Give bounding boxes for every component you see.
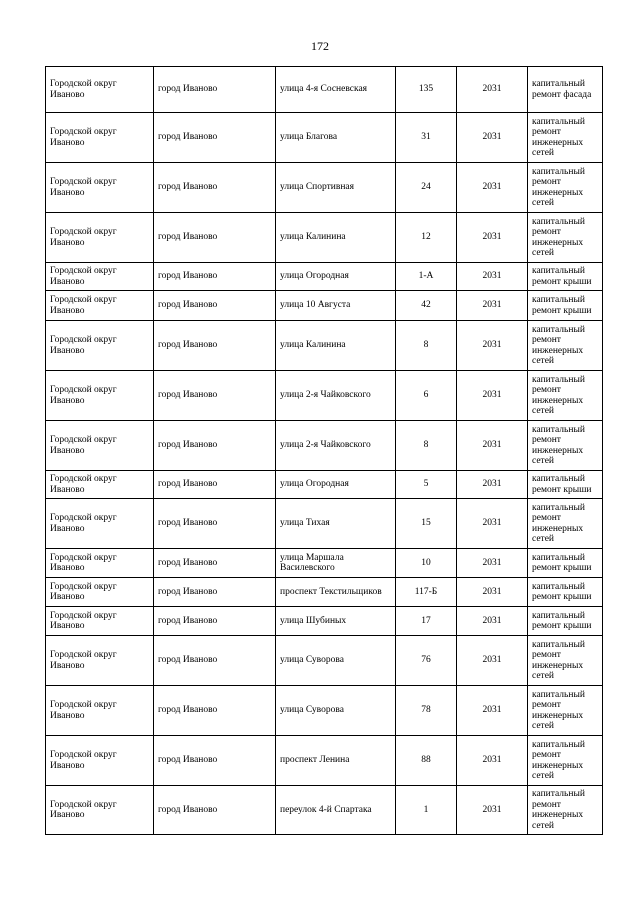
year-cell: 2031 bbox=[457, 113, 528, 163]
street-cell: улица Огородная bbox=[276, 263, 396, 291]
district-cell: Городской округ Иваново bbox=[46, 263, 154, 291]
city-cell: город Иваново bbox=[154, 321, 276, 371]
district-cell: Городской округ Иваново bbox=[46, 213, 154, 263]
street-cell: проспект Текстильщиков bbox=[276, 578, 396, 607]
street-cell: улица Маршала Василевского bbox=[276, 549, 396, 578]
work-type-cell: капитальный ремонт инженерных сетей bbox=[528, 321, 603, 371]
city-cell: город Иваново bbox=[154, 291, 276, 321]
table-row bbox=[46, 636, 603, 686]
street-cell: улица Тихая bbox=[276, 499, 396, 549]
table-row bbox=[46, 549, 603, 578]
district-cell: Городской округ Иваново bbox=[46, 291, 154, 321]
work-type-cell: капитальный ремонт инженерных сетей bbox=[528, 686, 603, 736]
year-cell: 2031 bbox=[457, 686, 528, 736]
city-cell: город Иваново bbox=[154, 113, 276, 163]
table-row bbox=[46, 471, 603, 499]
street-cell: улица Калинина bbox=[276, 213, 396, 263]
house-number-cell: 117-Б bbox=[396, 578, 457, 607]
year-cell: 2031 bbox=[457, 607, 528, 636]
table-row bbox=[46, 499, 603, 549]
work-type-cell: капитальный ремонт крыши bbox=[528, 291, 603, 321]
table-row bbox=[46, 163, 603, 213]
district-cell: Городской округ Иваново bbox=[46, 113, 154, 163]
district-cell: Городской округ Иваново bbox=[46, 636, 154, 686]
work-type-cell: капитальный ремонт крыши bbox=[528, 549, 603, 578]
city-cell: город Иваново bbox=[154, 736, 276, 786]
table-row bbox=[46, 113, 603, 163]
table-row bbox=[46, 736, 603, 786]
table-body bbox=[46, 67, 603, 835]
house-number-cell: 135 bbox=[396, 67, 457, 113]
work-type-cell: капитальный ремонт крыши bbox=[528, 471, 603, 499]
house-number-cell: 1-А bbox=[396, 263, 457, 291]
house-number-cell: 6 bbox=[396, 371, 457, 421]
house-number-cell: 76 bbox=[396, 636, 457, 686]
city-cell: город Иваново bbox=[154, 607, 276, 636]
house-number-cell: 5 bbox=[396, 471, 457, 499]
table-row bbox=[46, 421, 603, 471]
district-cell: Городской округ Иваново bbox=[46, 321, 154, 371]
year-cell: 2031 bbox=[457, 371, 528, 421]
work-type-cell: капитальный ремонт фасада bbox=[528, 67, 603, 113]
district-cell: Городской округ Иваново bbox=[46, 578, 154, 607]
year-cell: 2031 bbox=[457, 786, 528, 835]
district-cell: Городской округ Иваново bbox=[46, 499, 154, 549]
table-row bbox=[46, 213, 603, 263]
city-cell: город Иваново bbox=[154, 163, 276, 213]
work-type-cell: капитальный ремонт инженерных сетей bbox=[528, 499, 603, 549]
work-type-cell: капитальный ремонт инженерных сетей bbox=[528, 636, 603, 686]
district-cell: Городской округ Иваново bbox=[46, 421, 154, 471]
district-cell: Городской округ Иваново bbox=[46, 549, 154, 578]
street-cell: улица 4-я Сосневская bbox=[276, 67, 396, 113]
house-number-cell: 42 bbox=[396, 291, 457, 321]
house-number-cell: 1 bbox=[396, 786, 457, 835]
city-cell: город Иваново bbox=[154, 786, 276, 835]
house-number-cell: 31 bbox=[396, 113, 457, 163]
year-cell: 2031 bbox=[457, 736, 528, 786]
work-type-cell: капитальный ремонт крыши bbox=[528, 263, 603, 291]
house-number-cell: 78 bbox=[396, 686, 457, 736]
table-row bbox=[46, 67, 603, 113]
district-cell: Городской округ Иваново bbox=[46, 607, 154, 636]
street-cell: улица Благова bbox=[276, 113, 396, 163]
street-cell: улица Суворова bbox=[276, 686, 396, 736]
house-number-cell: 17 bbox=[396, 607, 457, 636]
work-type-cell: капитальный ремонт инженерных сетей bbox=[528, 213, 603, 263]
table-row bbox=[46, 686, 603, 736]
year-cell: 2031 bbox=[457, 67, 528, 113]
house-number-cell: 15 bbox=[396, 499, 457, 549]
district-cell: Городской округ Иваново bbox=[46, 686, 154, 736]
year-cell: 2031 bbox=[457, 549, 528, 578]
page-number: 172 bbox=[311, 39, 329, 53]
year-cell: 2031 bbox=[457, 636, 528, 686]
street-cell: улица 2-я Чайковского bbox=[276, 421, 396, 471]
table-row bbox=[46, 371, 603, 421]
street-cell: улица 2-я Чайковского bbox=[276, 371, 396, 421]
street-cell: проспект Ленина bbox=[276, 736, 396, 786]
work-type-cell: капитальный ремонт инженерных сетей bbox=[528, 371, 603, 421]
street-cell: переулок 4-й Спартака bbox=[276, 786, 396, 835]
city-cell: город Иваново bbox=[154, 471, 276, 499]
work-type-cell: капитальный ремонт инженерных сетей bbox=[528, 421, 603, 471]
table-row bbox=[46, 786, 603, 835]
work-type-cell: капитальный ремонт инженерных сетей bbox=[528, 736, 603, 786]
street-cell: улица Калинина bbox=[276, 321, 396, 371]
work-type-cell: капитальный ремонт инженерных сетей bbox=[528, 786, 603, 835]
year-cell: 2031 bbox=[457, 499, 528, 549]
house-number-cell: 88 bbox=[396, 736, 457, 786]
district-cell: Городской округ Иваново bbox=[46, 163, 154, 213]
work-type-cell: капитальный ремонт инженерных сетей bbox=[528, 163, 603, 213]
street-cell: улица Суворова bbox=[276, 636, 396, 686]
street-cell: улица Спортивная bbox=[276, 163, 396, 213]
house-number-cell: 10 bbox=[396, 549, 457, 578]
table-row bbox=[46, 607, 603, 636]
work-type-cell: капитальный ремонт инженерных сетей bbox=[528, 113, 603, 163]
district-cell: Городской округ Иваново bbox=[46, 471, 154, 499]
city-cell: город Иваново bbox=[154, 421, 276, 471]
city-cell: город Иваново bbox=[154, 578, 276, 607]
table-row bbox=[46, 291, 603, 321]
city-cell: город Иваново bbox=[154, 213, 276, 263]
district-cell: Городской округ Иваново bbox=[46, 736, 154, 786]
year-cell: 2031 bbox=[457, 321, 528, 371]
year-cell: 2031 bbox=[457, 263, 528, 291]
city-cell: город Иваново bbox=[154, 499, 276, 549]
house-number-cell: 8 bbox=[396, 421, 457, 471]
table-row bbox=[46, 263, 603, 291]
street-cell: улица 10 Августа bbox=[276, 291, 396, 321]
city-cell: город Иваново bbox=[154, 636, 276, 686]
city-cell: город Иваново bbox=[154, 686, 276, 736]
year-cell: 2031 bbox=[457, 471, 528, 499]
work-type-cell: капитальный ремонт крыши bbox=[528, 607, 603, 636]
district-cell: Городской округ Иваново bbox=[46, 371, 154, 421]
district-cell: Городской округ Иваново bbox=[46, 786, 154, 835]
city-cell: город Иваново bbox=[154, 549, 276, 578]
year-cell: 2031 bbox=[457, 421, 528, 471]
year-cell: 2031 bbox=[457, 578, 528, 607]
house-number-cell: 12 bbox=[396, 213, 457, 263]
year-cell: 2031 bbox=[457, 163, 528, 213]
table-row bbox=[46, 578, 603, 607]
table-row bbox=[46, 321, 603, 371]
year-cell: 2031 bbox=[457, 291, 528, 321]
street-cell: улица Огородная bbox=[276, 471, 396, 499]
city-cell: город Иваново bbox=[154, 263, 276, 291]
work-type-cell: капитальный ремонт крыши bbox=[528, 578, 603, 607]
city-cell: город Иваново bbox=[154, 371, 276, 421]
repair-schedule-table bbox=[45, 66, 603, 835]
house-number-cell: 8 bbox=[396, 321, 457, 371]
district-cell: Городской округ Иваново bbox=[46, 67, 154, 113]
city-cell: город Иваново bbox=[154, 67, 276, 113]
street-cell: улица Шубиных bbox=[276, 607, 396, 636]
year-cell: 2031 bbox=[457, 213, 528, 263]
house-number-cell: 24 bbox=[396, 163, 457, 213]
